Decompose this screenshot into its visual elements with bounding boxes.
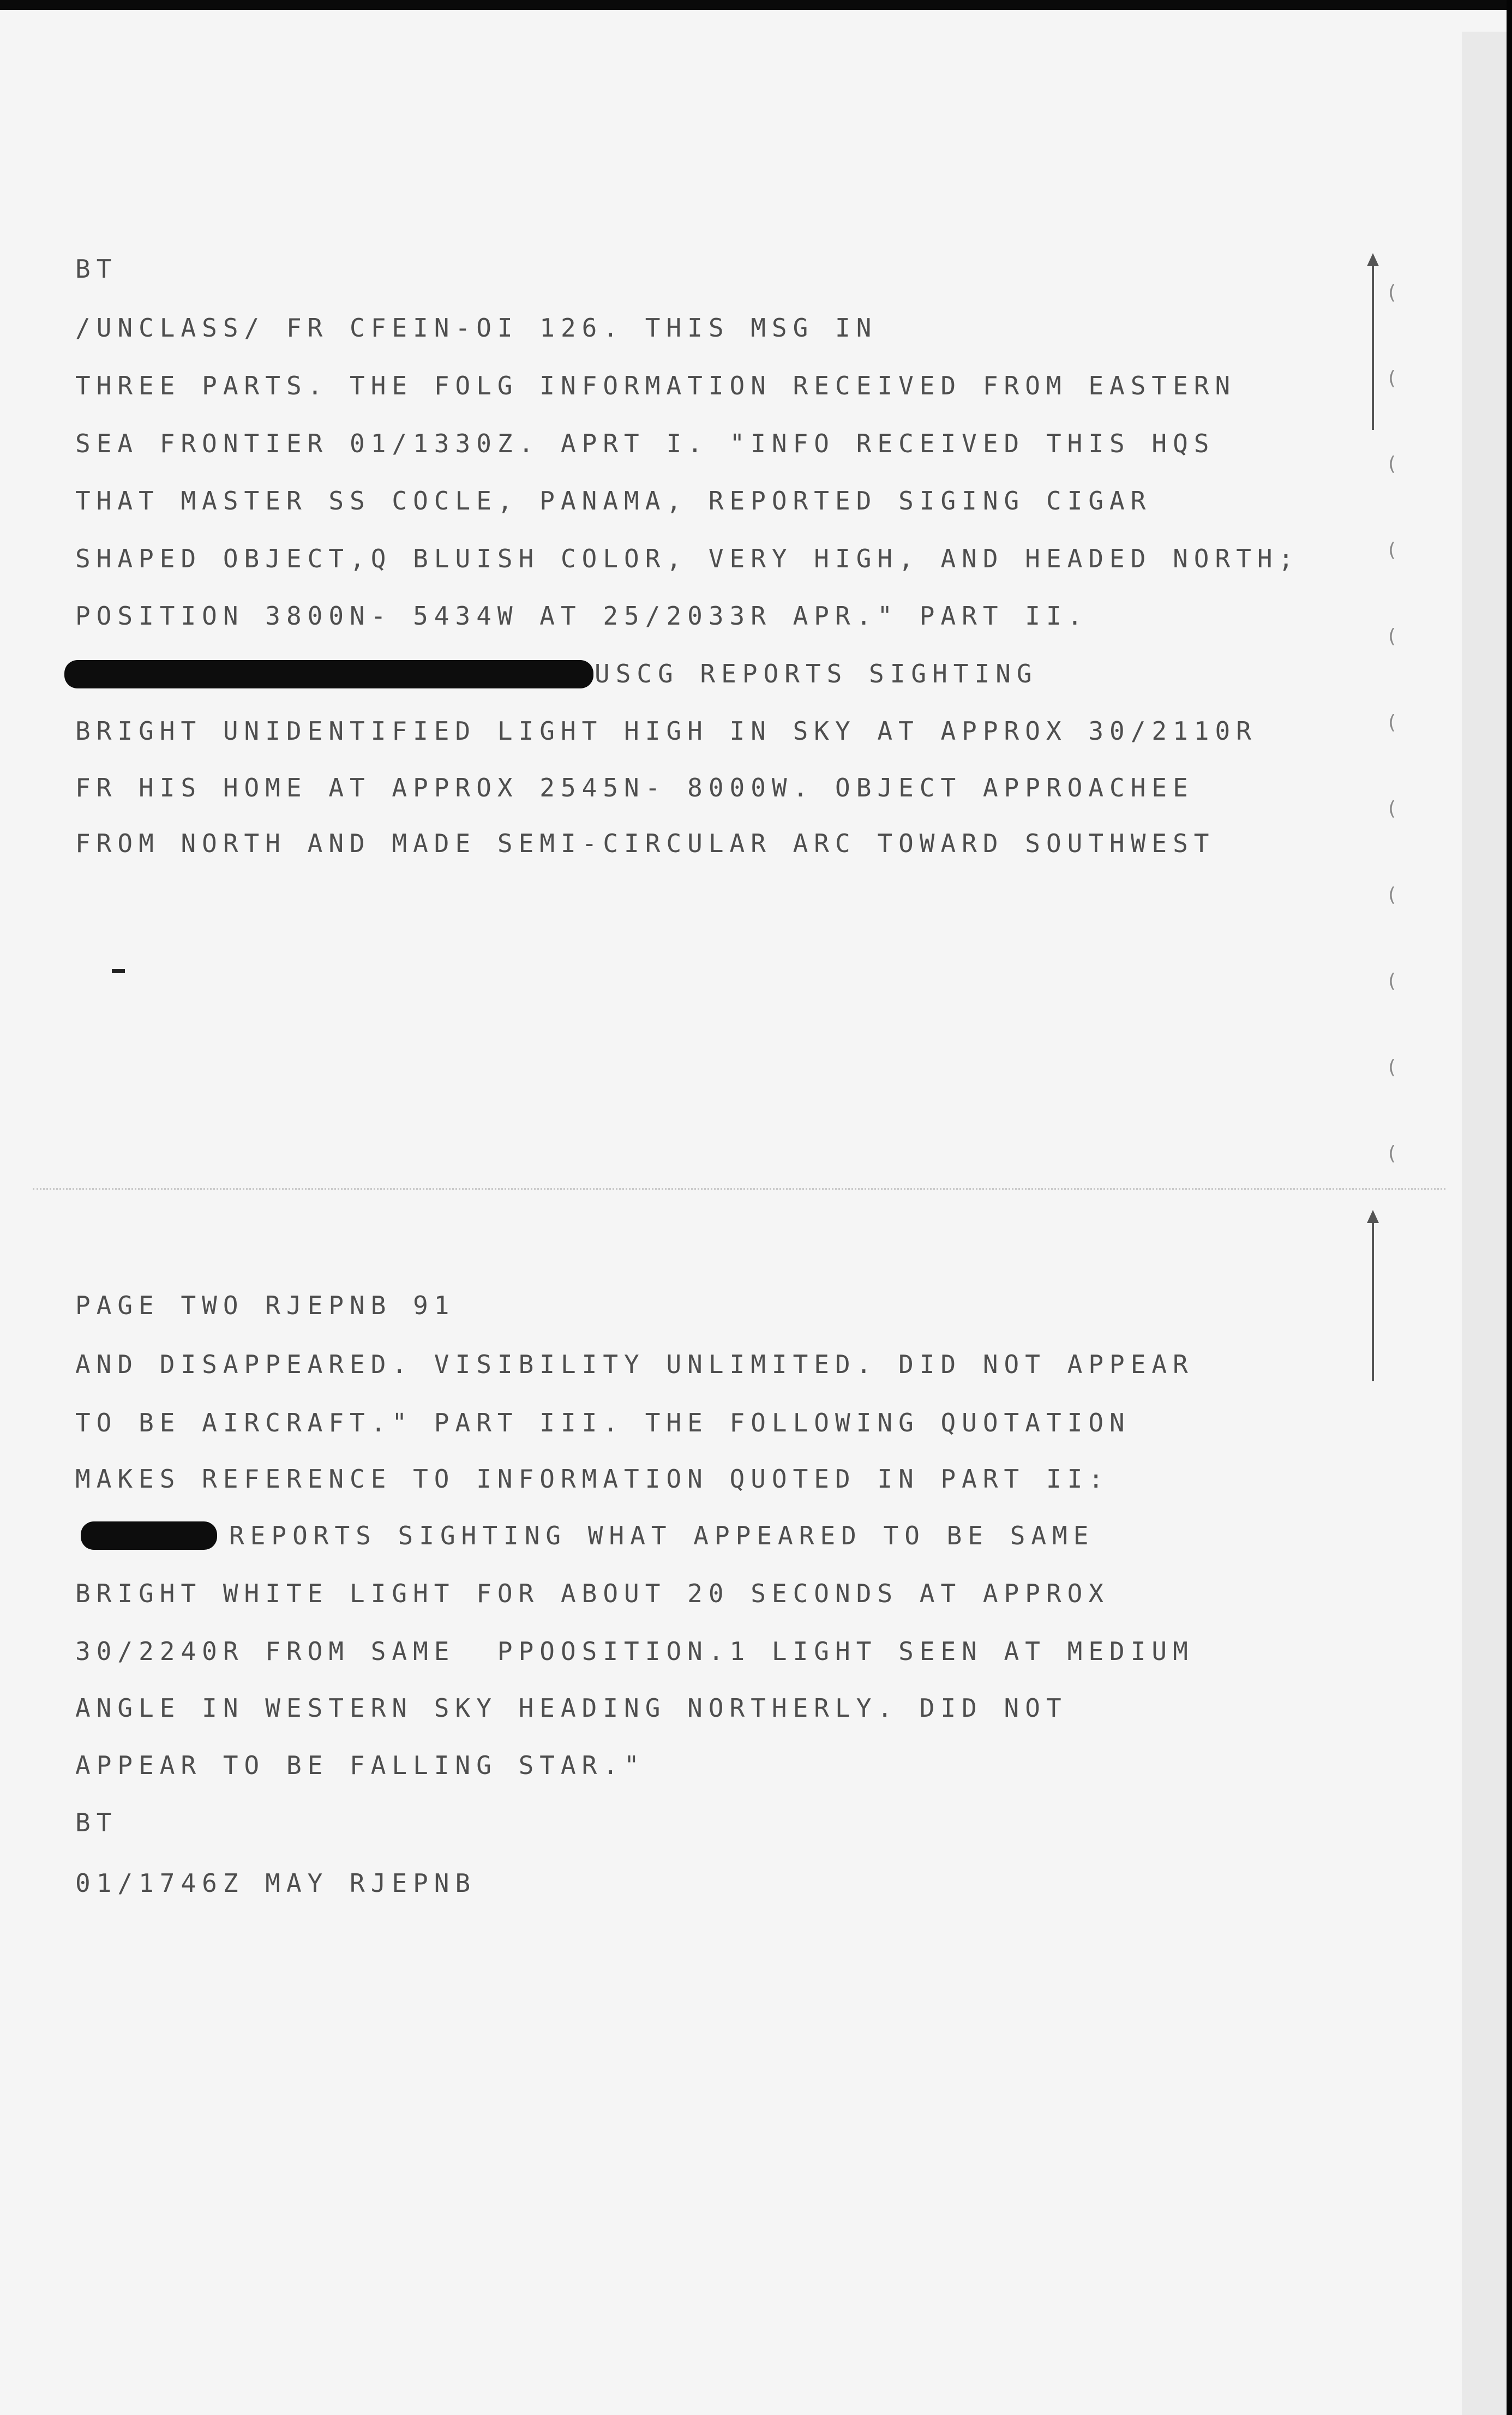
- paper-right-margin: [1462, 32, 1507, 2415]
- p1-line-5: THAT MASTER SS COCLE, PANAMA, REPORTED SIGING CIGAR: [75, 486, 1152, 516]
- p2-line-6: 30/2240R FROM SAME PPOOSITION.1 LIGHT SEEN AT MEDIUM: [75, 1637, 1194, 1666]
- p2-line-1: AND DISAPPEARED. VISIBILITY UNLIMITED. DID NOT APPEAR: [75, 1350, 1194, 1379]
- margin-paren-mark: (: [1388, 711, 1396, 734]
- margin-paren-mark: (: [1388, 625, 1396, 648]
- margin-paren-mark: (: [1388, 453, 1396, 475]
- page-fold-line: [33, 1188, 1445, 1190]
- margin-paren-mark: (: [1388, 367, 1396, 389]
- margin-paren-mark: (: [1388, 1056, 1396, 1078]
- p1-line-3: THREE PARTS. THE FOLG INFORMATION RECEIVED FROM EASTERN: [75, 371, 1237, 400]
- p1-line-6: SHAPED OBJECT,Q BLUISH COLOR, VERY HIGH, AND HEADED NORTH;: [75, 544, 1300, 573]
- margin-paren-mark: (: [1388, 281, 1396, 304]
- p2-line-5: BRIGHT WHITE LIGHT FOR ABOUT 20 SECONDS AT APPROX: [75, 1579, 1110, 1608]
- up-arrow-icon: [1367, 253, 1379, 266]
- p1-line-2: /UNCLASS/ FR CFEIN-OI 126. THIS MSG IN: [75, 313, 878, 343]
- margin-paren-mark: (: [1388, 1142, 1396, 1165]
- stray-mark: [112, 969, 125, 973]
- p2-line-8: APPEAR TO BE FALLING STAR.": [75, 1751, 645, 1780]
- p1-line-11: FROM NORTH AND MADE SEMI-CIRCULAR ARC TOWARD SOUTHWEST: [75, 829, 1215, 858]
- p1-line-9: BRIGHT UNIDENTIFIED LIGHT HIGH IN SKY AT APPROX 30/2110R: [75, 716, 1257, 746]
- p2-line-10: 01/1746Z MAY RJEPNB: [75, 1868, 477, 1898]
- p2-line-2: TO BE AIRCRAFT." PART III. THE FOLLOWING QUOTATION: [75, 1408, 1131, 1437]
- margin-paren-mark: (: [1388, 539, 1396, 561]
- margin-paren-mark: (: [1388, 970, 1396, 992]
- p1-line-7: POSITION 3800N- 5434W AT 25/2033R APR." PART II.: [75, 601, 1089, 631]
- up-arrow-icon-2: [1367, 1210, 1379, 1223]
- p2-line-9: BT: [75, 1808, 118, 1837]
- p2-line-4: REPORTS SIGHTING WHAT APPEARED TO BE SAME: [229, 1521, 1095, 1550]
- p1-line-10: FR HIS HOME AT APPROX 2545N- 8000W. OBJECT APPROACHEE: [75, 773, 1194, 802]
- margin-paren-mark: (: [1388, 884, 1396, 906]
- p1-line-4: SEA FRONTIER 01/1330Z. APRT I. "INFO RECEIVED THIS HQS: [75, 429, 1215, 458]
- margin-paren-mark: (: [1388, 798, 1396, 820]
- p1-line-8: USCG REPORTS SIGHTING: [595, 659, 1038, 688]
- p2-line-3: MAKES REFERENCE TO INFORMATION QUOTED IN PART II:: [75, 1464, 1110, 1494]
- document-page: [0, 10, 1507, 2415]
- margin-rule-2: [1372, 1222, 1374, 1381]
- redaction-bar-2: [81, 1521, 217, 1550]
- p2-header: PAGE TWO RJEPNB 91: [75, 1291, 455, 1320]
- p1-line-1: BT: [75, 254, 118, 284]
- scan-border: [1507, 0, 1512, 2415]
- redaction-bar: [64, 660, 593, 688]
- margin-rule: [1372, 265, 1374, 430]
- p2-line-7: ANGLE IN WESTERN SKY HEADING NORTHERLY. DID NOT: [75, 1693, 1067, 1723]
